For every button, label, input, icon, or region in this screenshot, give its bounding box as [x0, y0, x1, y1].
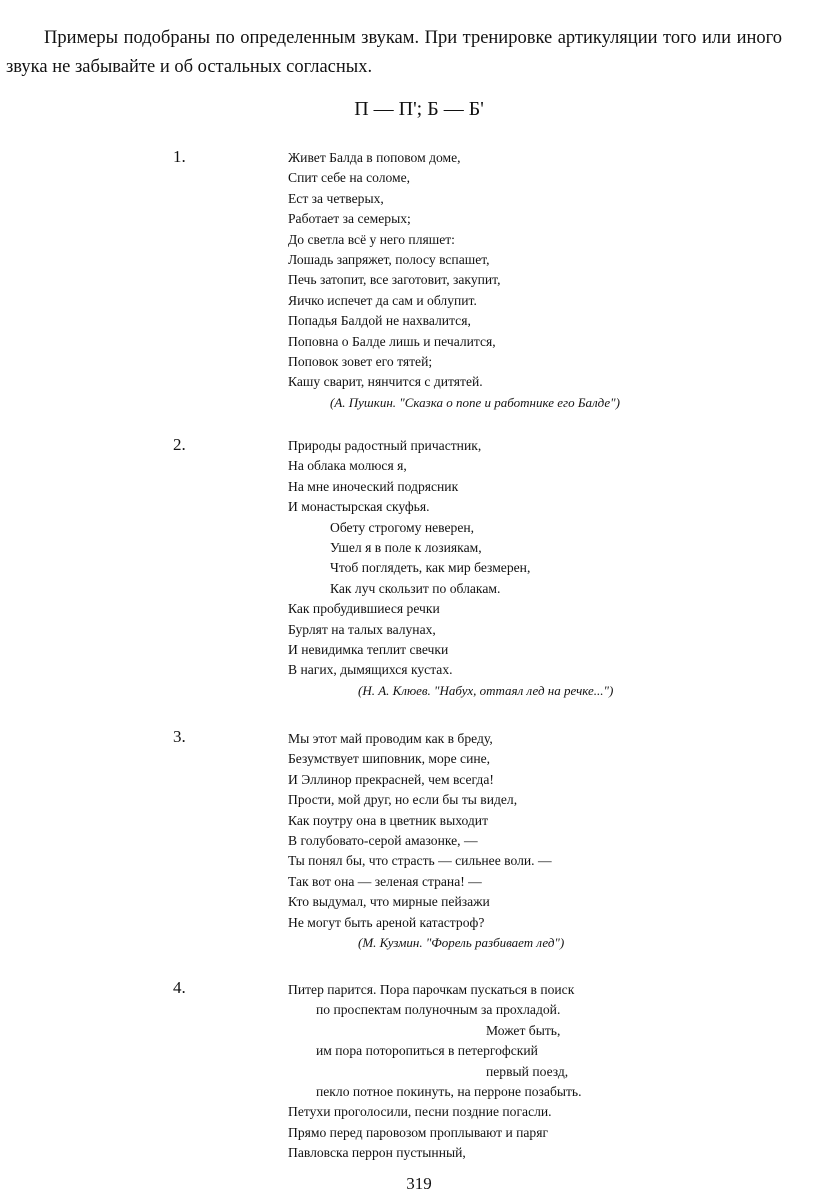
poem-line: пекло потное покинуть, на перроне позабыть.	[316, 1084, 582, 1100]
poem-source: (Н. А. Клюев. "Набух, оттаял лед на речке...")	[358, 682, 614, 698]
poem-line: И Эллинор прекрасней, чем всегда!	[288, 771, 494, 787]
poem-line: Спит себе на соломе,	[288, 170, 411, 186]
example-number-3: 3.	[173, 727, 186, 746]
poem-line: Поповна о Балде лишь и печалится,	[288, 333, 496, 349]
poem-line: Ушел я в поле к лозиякам,	[330, 540, 482, 556]
poem-source: (М. Кузмин. "Форель разбивает лед")	[358, 935, 565, 951]
poem-line: первый поезд,	[486, 1063, 569, 1079]
poem-line: Так вот она — зеленая страна! —	[288, 873, 482, 889]
poem-line: им пора поторопиться в петергофский	[316, 1043, 538, 1059]
poem-line: Может быть,	[486, 1022, 561, 1038]
poem-line: Павловска перрон пустынный,	[288, 1145, 466, 1161]
poem-line: Ест за четверых,	[288, 190, 384, 206]
poem-line: Яичко испечет да сам и облупит.	[288, 292, 477, 308]
poem-line: по проспектам полуночным за прохладой.	[316, 1002, 561, 1018]
poem-4	[288, 980, 582, 1164]
poem-line: Петухи проголосили, песни поздние погасли.	[288, 1104, 552, 1120]
poem-line: Кто выдумал, что мирные пейзажи	[288, 894, 490, 910]
poem-line: Не могут быть ареной катастроф?	[288, 914, 485, 930]
poem-line: До светла всё у него пляшет:	[288, 231, 455, 247]
poem-line: Мы этот май проводим как в бреду,	[288, 731, 493, 746]
poem-line: В голубовато-серой амазонке, —	[288, 833, 478, 849]
poem-line: На облака молюся я,	[288, 458, 407, 474]
poem-line: Ты понял бы, что страсть — сильнее воли. —	[288, 853, 552, 869]
poem-source: (А. Пушкин. "Сказка о попе и работнике его Балде")	[330, 394, 620, 410]
poem-line: Прямо перед паровозом проплывают и паряг	[288, 1124, 549, 1140]
poem-line: Попадья Балдой не нахвалится,	[288, 313, 471, 329]
poem-line: Живет Балда в поповом доме,	[288, 150, 461, 165]
poem-line: И монастырская скуфья.	[288, 499, 430, 515]
poem-line: Как пробудившиеся речки	[288, 601, 440, 617]
intro-paragraph: Примеры подобраны по определенным звукам. При тренировке артикуляции того или иного звука не забывайте и об остальных согласных.	[6, 28, 782, 77]
poem-line: Лошадь запряжет, полосу вспашет,	[288, 252, 490, 268]
poem-line: Кашу сварит, нянчится с дитятей.	[288, 374, 483, 390]
section-heading: П — П'; Б — Б'	[354, 98, 484, 120]
poem-2	[288, 436, 613, 701]
poem-line: Безумствует шиповник, море сине,	[288, 751, 491, 767]
poem-line: Как луч скользит по облакам.	[330, 580, 501, 596]
poem-1	[288, 148, 620, 413]
poem-line: Природы радостный причастник,	[288, 438, 482, 453]
page-number: 319	[406, 1174, 432, 1193]
example-number-4: 4.	[173, 978, 186, 997]
poem-line: Работает за семерых;	[288, 211, 411, 227]
poem-line: И невидимка теплит свечки	[288, 642, 449, 658]
poem-line: Поповок зовет его тятей;	[288, 354, 433, 370]
poem-line: Чтоб поглядеть, как мир безмерен,	[330, 560, 531, 576]
poem-line: Как поутру она в цветник выходит	[288, 812, 489, 828]
poem-line: Питер парится. Пора парочкам пускаться в поиск	[288, 982, 575, 997]
poem-line: Печь затопит, все заготовит, закупит,	[288, 272, 501, 288]
poem-line: Бурлят на талых валунах,	[288, 621, 436, 637]
poem-line: В нагих, дымящихся кустах.	[288, 662, 453, 678]
example-number-1: 1.	[173, 147, 186, 166]
poem-line: На мне иноческий подрясник	[288, 478, 459, 494]
poem-line: Обету строгому неверен,	[330, 519, 475, 535]
example-number-2: 2.	[173, 435, 186, 454]
poem-3	[288, 729, 564, 953]
poem-line: Прости, мой друг, но если бы ты видел,	[288, 792, 518, 808]
